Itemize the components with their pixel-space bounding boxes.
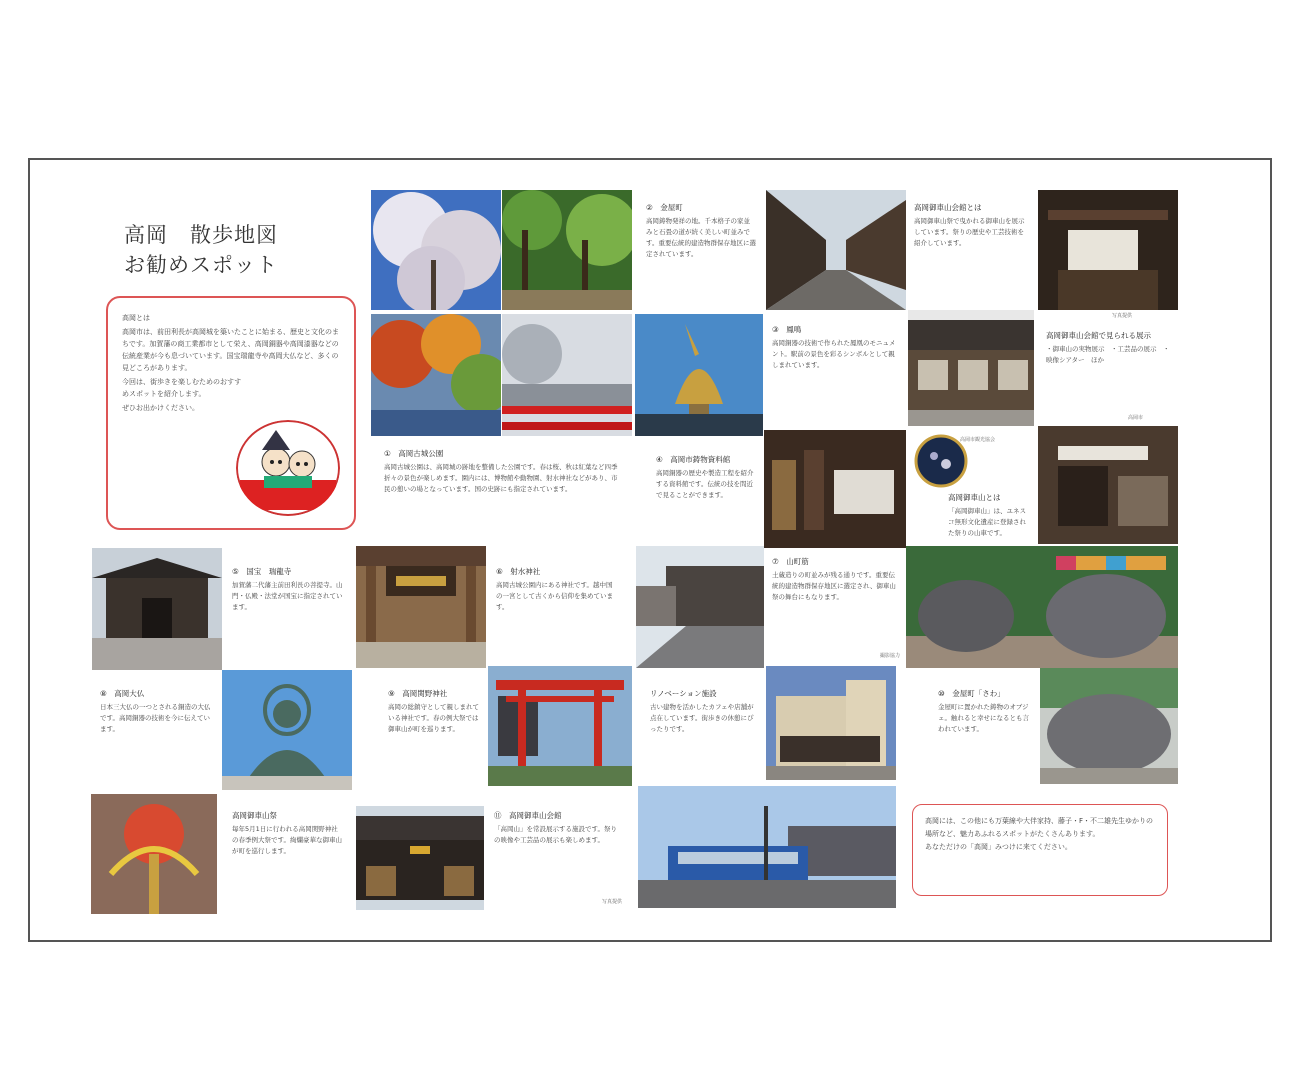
spot-festival-text — [226, 806, 350, 861]
spot-zuiryuji-text — [226, 562, 352, 617]
photo-forest — [502, 190, 632, 310]
photo-torii-gate — [488, 666, 632, 786]
spot-heading: リノベーション施設 — [650, 689, 717, 698]
spot-body: 高岡古城公園内にある神社です。越中国の一宮として古くから信仰を集めています。 — [496, 581, 613, 611]
intro-body: 高岡市は、前田利長が高岡城を築いたことに始まる、歴史と文化のまちです。加賀藩の商工業都市として栄え、高岡銅器や高岡漆器などの伝統産業が今も息づいています。国宝瑞龍寺や高岡大仏など、多くの見どころがあります。 — [122, 328, 339, 372]
photo-credit: 高岡市観光協会 — [960, 437, 996, 443]
spot-heading: ④ 高岡市鋳物資料館 — [656, 455, 731, 464]
spot-heading: ⑧ 高岡大仏 — [100, 689, 145, 698]
spot-body: 金屋町に置かれた鋳物のオブジェ。触れると幸せになるとも言われています。 — [938, 703, 1029, 733]
spot-mikurumayama-hall-text — [908, 198, 1034, 253]
spot-yamacho-text — [766, 552, 906, 664]
photo-red-bridge — [502, 314, 632, 436]
mascot-illustration — [236, 420, 340, 516]
spot-exhibits-text — [1040, 326, 1176, 370]
intro-line-b: ぜひお出かけください。 — [122, 404, 199, 412]
photo-sawa-stone — [1040, 668, 1178, 784]
spot-kanayamachi-text — [640, 198, 762, 264]
spot-heading: ① 高岡古城公園 — [384, 449, 444, 458]
photo-imizu-shrine — [356, 546, 486, 668]
spot-body: 高岡銅器の歴史や製造工程を紹介する資料館です。伝統の技を間近で見ることができます。 — [656, 469, 754, 499]
spot-casting-museum-text — [650, 450, 762, 505]
spot-heading: ⑦ 山町筋 — [772, 557, 809, 566]
spot-renovation-text — [644, 684, 764, 739]
photo-zuiryuji-gate — [92, 548, 222, 670]
spot-body: 加賀藩二代藩主前田利長の菩提寺。山門・仏殿・法堂が国宝に指定されています。 — [232, 581, 343, 611]
spot-heading: 高岡御車山とは — [948, 493, 1001, 502]
spot-body: 高岡御車山祭で曳かれる御車山を展示しています。祭りの歴史や工芸技術を紹介しています。 — [914, 217, 1025, 247]
spot-heading: ② 金屋町 — [646, 203, 683, 212]
spot-body: 「高岡御車山」は、ユネスコ無形文化遺産に登録された祭りの山車です。 — [948, 507, 1026, 537]
photo-festival-ornament — [91, 794, 217, 914]
photo-stone-street — [766, 190, 906, 310]
closing-message-box — [912, 804, 1168, 896]
photo-takaoka-daibutsu — [222, 670, 352, 790]
spot-sekino-shrine-text — [382, 684, 486, 739]
title-line-1: 高岡 散歩地図 — [124, 223, 278, 247]
spot-body: 日本三大仏の一つとされる銅造の大仏です。高岡銅器の技術を今に伝えています。 — [100, 703, 211, 733]
spot-body: 高岡の総鎮守として親しまれている神社です。春の例大祭では御車山が町を巡ります。 — [388, 703, 479, 733]
spot-heading: 高岡御車山会館とは — [914, 203, 982, 212]
spot-heading: ⑥ 射水神社 — [496, 567, 541, 576]
spot-heading: ⑩ 金屋町「さわ」 — [938, 689, 1005, 698]
spot-heading: ③ 鳳鳴 — [772, 325, 809, 334]
spot-houmei-text — [766, 320, 906, 375]
spot-body: ・御車山の実物展示 ・工芸品の展示 ・映像シアター ほか — [1046, 345, 1170, 364]
photo-manyosen-tram — [638, 786, 896, 908]
photo-autumn-leaves — [371, 314, 501, 436]
spot-body: 古い建物を活かしたカフェや店舗が点在しています。街歩きの休憩にぴったりです。 — [650, 703, 754, 733]
photo-credit: 撮影協力 — [879, 653, 900, 659]
spot-hall-text — [488, 806, 628, 910]
photo-credit: 写真提供 — [1112, 313, 1133, 319]
title-line-2: お勧めスポット — [124, 253, 278, 277]
photo-cherry-blossom — [371, 190, 501, 310]
intro-heading: 高岡とは — [122, 314, 150, 322]
intro-line-a: 今回は、街歩きを楽しむためのおすすめスポットを紹介します。 — [122, 378, 242, 398]
spot-body: 高岡銅器の技術で作られた鳳凰のモニュメント。駅前の景色を彩るシンボルとして親しまれています。 — [772, 339, 896, 369]
spot-imizu-shrine-text — [490, 562, 620, 617]
page-title — [124, 220, 278, 280]
photo-sawa-objects — [906, 546, 1178, 668]
photo-townhouse — [908, 310, 1034, 426]
spot-heading: ⑤ 国宝 瑞龍寺 — [232, 567, 292, 576]
spot-body: 毎年5月1日に行われる高岡関野神社の春季例大祭です。絢爛豪華な御車山が町を巡行します。 — [232, 825, 342, 855]
spot-mikurumayama-text — [908, 430, 1036, 548]
spot-heading: ⑪ 高岡御車山会館 — [494, 811, 562, 820]
photo-credit: 写真提供 — [601, 899, 622, 905]
spot-daibutsu-text — [94, 684, 220, 739]
photo-renovated-building — [766, 666, 896, 780]
photo-museum-building — [356, 806, 484, 910]
spot-body: 高岡鋳物発祥の地。千本格子の家並みと石畳の道が続く美しい町並みです。重要伝統的建造物群保存地区に選定されています。 — [646, 217, 756, 258]
spot-heading: ⑨ 高岡関野神社 — [388, 689, 448, 698]
photo-shop-front — [1038, 190, 1178, 310]
spot-sawa-text — [932, 684, 1040, 739]
closing-line-2: あなただけの「高岡」みつけに来てください。 — [925, 843, 1072, 851]
photo-noren-shop — [1038, 426, 1178, 544]
closing-line-1: 高岡には、この他にも万葉線や大伴家持、藤子・F・不二雄先生ゆかりの場所など、魅力あふれるスポットがたくさんあります。 — [925, 817, 1154, 838]
photo-yamacho-street — [636, 546, 764, 668]
spot-body: 高岡古城公園は、高岡城の跡地を整備した公園です。春は桜、秋は紅葉など四季折々の景色が楽しめます。園内には、博物館や動物園、射水神社などがあり、市民の憩いの場となっています。国の史跡にも指定されています。 — [384, 463, 618, 493]
spot-heading: 高岡御車山会館で見られる展示 — [1046, 331, 1151, 340]
spot-body: 「高岡山」を常設展示する施設です。祭りの映像や工芸品の展示も楽しめます。 — [494, 825, 617, 844]
spot-heading: 高岡御車山祭 — [232, 811, 277, 820]
photo-credit: 高岡市 — [1128, 415, 1144, 421]
photo-museum-interior — [764, 430, 906, 548]
spot-kojo-park-text — [378, 444, 628, 499]
photo-phoenix-statue — [635, 314, 763, 436]
spot-body: 土蔵造りの町並みが残る通りです。重要伝統的建造物群保存地区に選定され、御車山祭の舞台にもなります。 — [772, 571, 896, 601]
